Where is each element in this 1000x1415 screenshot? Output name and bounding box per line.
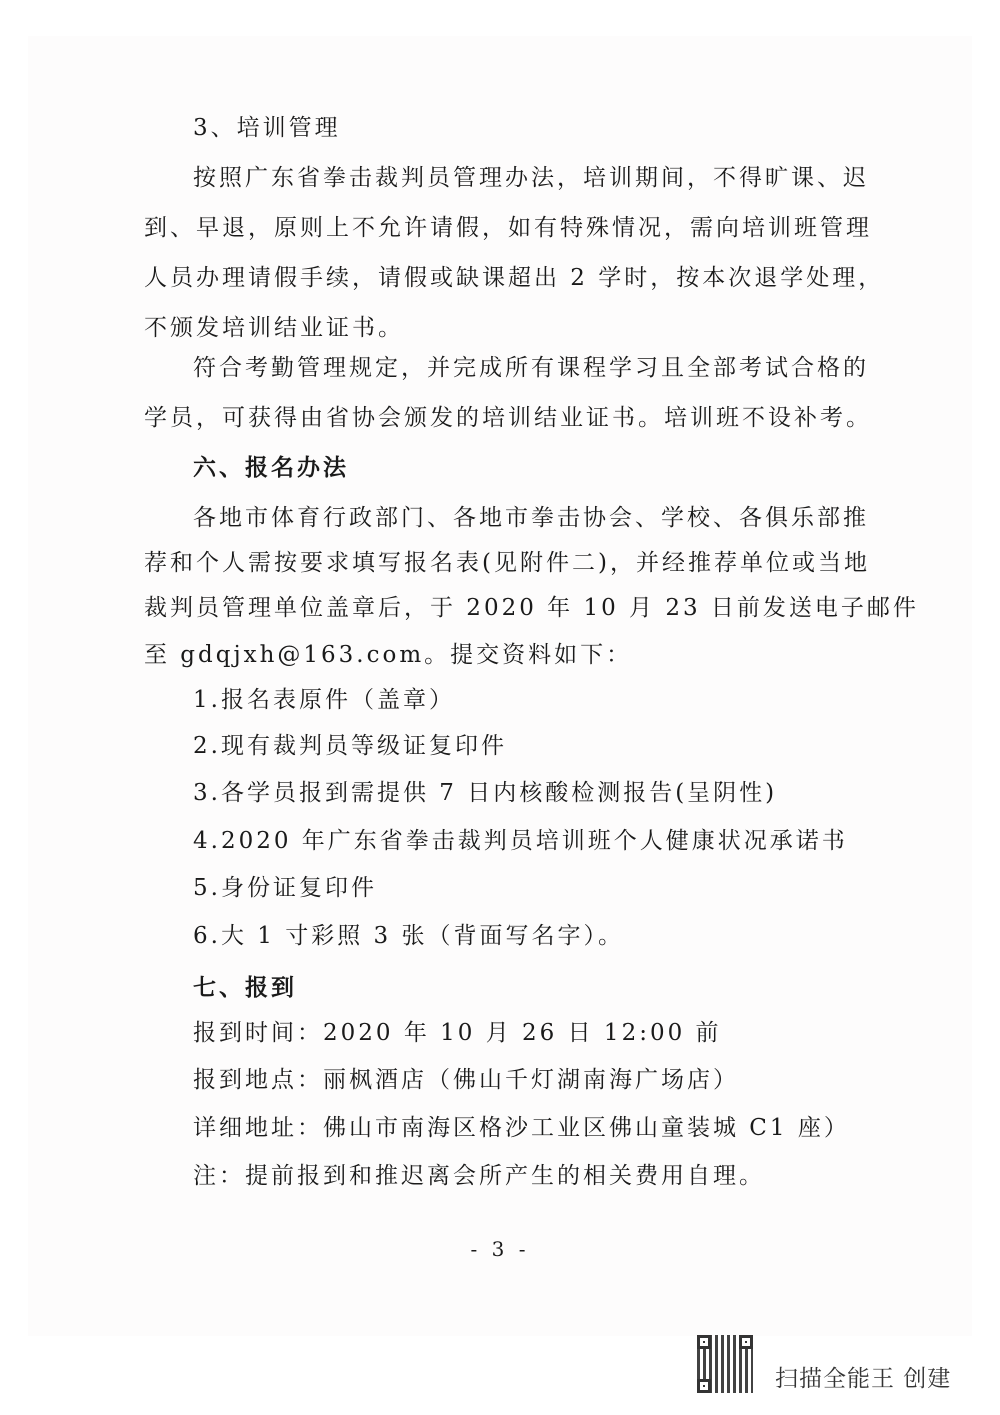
text-line: 学员，可获得由省协会颁发的培训结业证书。培训班不设补考。: [144, 405, 872, 431]
page-number: - 3 -: [470, 1237, 530, 1261]
text-line: 4.2020 年广东省拳击裁判员培训班个人健康状况承诺书: [193, 828, 848, 854]
text-line: 人员办理请假手续，请假或缺课超出 2 学时，按本次退学处理，: [144, 265, 885, 291]
section-heading: 六、报名办法: [193, 454, 349, 481]
qr-code-icon: [697, 1335, 753, 1393]
text-line: 5.身份证复印件: [193, 875, 377, 901]
text-line: 裁判员管理单位盖章后，于 2020 年 10 月 23 日前发送电子邮件: [144, 595, 919, 621]
text-line: 到、早退，原则上不允许请假，如有特殊情况，需向培训班管理: [144, 215, 872, 241]
text-line: 按照广东省拳击裁判员管理办法，培训期间，不得旷课、迟: [193, 165, 869, 191]
text-line: 3、培训管理: [193, 115, 341, 141]
text-line: 详细地址：佛山市南海区格沙工业区佛山童装城 C1 座）: [193, 1115, 850, 1141]
text-line: 至 gdqjxh@163.com。提交资料如下：: [144, 642, 633, 668]
text-line: 报到地点：丽枫酒店（佛山千灯湖南海广场店）: [193, 1067, 739, 1093]
text-line: 3.各学员报到需提供 7 日内核酸检测报告(呈阴性): [193, 780, 778, 806]
text-line: 各地市体育行政部门、各地市拳击协会、学校、各俱乐部推: [193, 505, 869, 531]
text-line: 不颁发培训结业证书。: [144, 315, 404, 341]
scanner-watermark: [697, 1334, 951, 1393]
text-line: 1.报名表原件（盖章）: [193, 687, 455, 713]
section-heading: 七、报到: [193, 974, 297, 1001]
text-line: 符合考勤管理规定，并完成所有课程学习且全部考试合格的: [193, 355, 869, 381]
text-line: 荐和个人需按要求填写报名表(见附件二)，并经推荐单位或当地: [144, 550, 870, 576]
text-line: 2.现有裁判员等级证复印件: [193, 733, 507, 759]
watermark-text: 扫描全能王 创建: [775, 1366, 952, 1392]
text-line: 6.大 1 寸彩照 3 张（背面写名字）。: [193, 923, 624, 949]
text-line: 报到时间：2020 年 10 月 26 日 12:00 前: [193, 1020, 722, 1046]
text-line: 注：提前报到和推迟离会所产生的相关费用自理。: [193, 1163, 765, 1189]
